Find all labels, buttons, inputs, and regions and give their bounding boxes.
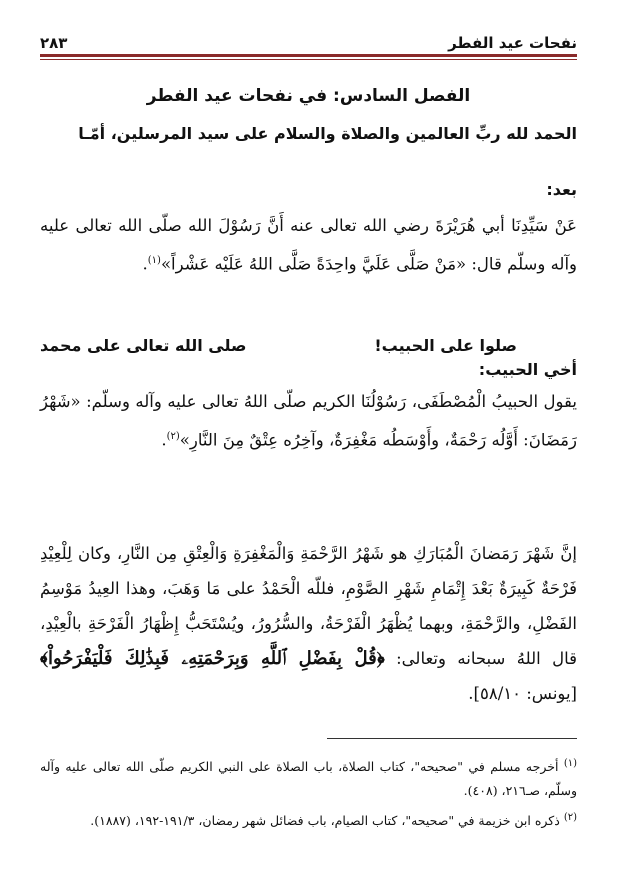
hadith-1-end: . — [142, 254, 148, 274]
hadith-2-text: يقول الحبيبُ الْمُصْطَفَى، رَسُوْلُنَا الكريم صلّى اللهُ تعالى عليه وآله وسلّم: «شَهْرُ رَمَضَانَ: أَوَّلُه رَحْمَةٌ، وأَوْسَطُه مَغْفِرَةٌ، وآخِرُه عِتْقٌ مِنَ النَّارِ» — [40, 392, 577, 450]
header-rule-thick — [40, 54, 577, 57]
page-number: ٢٨٣ — [40, 34, 68, 52]
baad-label: بعد: — [546, 180, 577, 199]
footnote-1-marker: (١) — [563, 758, 577, 769]
verse-reference: [يونس: ٥٨/١٠]. — [468, 684, 577, 703]
hadith-1-text: عَنْ سَيِّدِنَا أبي هُرَيْرَةَ رضي الله تعالى عنه أَنَّ رَسُوْلَ الله صلّى الله تعالى عليه وآله وسلّم قال: «مَنْ صَلَّى عَلَيَّ واحِدَةً صَلَّى اللهُ عَلَيْه عَشْراً» — [40, 216, 577, 274]
salawat-call: صلوا على الحبيب! — [374, 336, 517, 355]
footnote-2 — [40, 806, 577, 833]
footnote-1 — [40, 752, 577, 803]
header-rule-thin — [40, 59, 577, 60]
footnote-ref-2: (٢) — [166, 431, 180, 442]
opening-line: الحمد لله ربِّ العالمين والصلاة والسلام على سيد المرسلين، أمّـا — [78, 124, 577, 143]
hadith-paragraph-2 — [40, 384, 577, 458]
hadith-2-end: . — [161, 430, 167, 450]
eid-paragraph — [40, 536, 577, 711]
footnote-divider — [327, 738, 577, 739]
footnote-1-text: أخرجه مسلم في "صحيحه"، كتاب الصلاة، باب الصلاة على النبي الكريم صلّى الله تعالى عليه وآله وسلّم، صـ٢١٦، (٤٠٨). — [40, 759, 577, 799]
salawat-line — [40, 336, 517, 355]
footnote-ref-1: (١) — [147, 255, 161, 266]
salawat-response: صلى الله تعالى على محمد — [40, 336, 247, 355]
akhi-label: أخي الحبيب: — [478, 360, 577, 379]
footnote-2-marker: (٢) — [563, 812, 577, 823]
running-title: نفحات عيد الفطر — [448, 34, 577, 52]
hadith-paragraph-1 — [40, 208, 577, 282]
quran-verse: ﴿قُلْ بِفَضْلِ ٱللَّهِ وَبِرَحْمَتِهِۦ فَبِذَٰلِكَ فَلْيَفْرَحُواْ﴾ — [40, 648, 385, 669]
footnote-2-text: ذكره ابن خزيمة في "صحيحه"، كتاب الصيام، باب فضائل شهر رمضان، ١٩١/٣-١٩٢، (١٨٨٧). — [90, 813, 560, 829]
eid-paragraph-text: إنَّ شَهْرَ رَمَضانَ الْمُبَارَكِ هو شَهْرُ الرَّحْمَةِ وَالْمَغْفِرَةِ وَالْعِتْقِ مِن النَّارِ، وكان لِلْعِيْدِ فَرْحَةٌ كَبِيرَةٌ بَعْدَ إِتْمَامِ شَهْرِ الصَّوْمِ، فللّه الْحَمْدُ على مَا وَهَبَ، وهذا العِيدُ مَوْسِمُ الفَضْلِ، والرَّحْمَةِ، وبهما يُظْهَرُ الْفَرْحَةُ، والسُّرُورُ، ويُسْتَحَبُّ إِظْهَارُ الْفَرْحَةِ بالْعِيْدِ، قال اللهُ سبحانه وتعالى: — [40, 544, 578, 668]
chapter-title: الفصل السادس: في نفحات عيد الفطر — [146, 86, 471, 106]
page-header — [40, 26, 577, 52]
